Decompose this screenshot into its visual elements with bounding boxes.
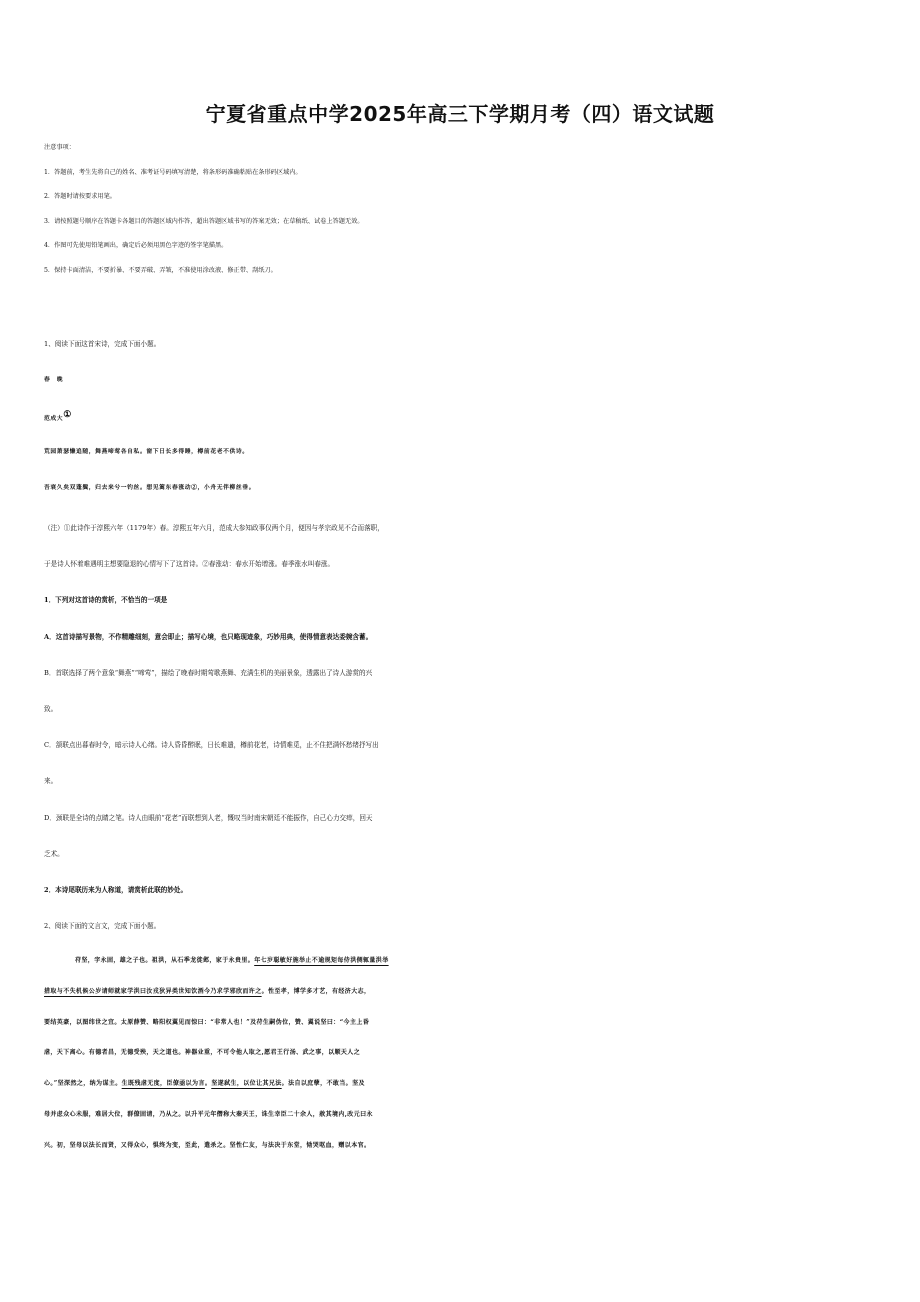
passage-line: 兴。初，坚母以法长而贤，又得众心，惧终为变，至此，遣杀之。坚性仁友，与法决于东堂，恸哭呕血，赠以本官。 bbox=[44, 1141, 371, 1149]
passage-text: 。法自以庶孽，不敢当。坚及 bbox=[281, 1080, 365, 1088]
underlined-sentence: 坚遂弑生，以位让其兄法 bbox=[211, 1080, 282, 1088]
poem-author-name: 范成大 bbox=[44, 415, 64, 422]
poem-author bbox=[44, 410, 880, 422]
option-a-text: A．这首诗描写景物，不作精雕细刻，意会即止；描写心境，也只略现迹象，巧妙用典，使得情意表达委婉含蓄。 bbox=[44, 632, 373, 641]
passage-text: 。性至孝，博学多才艺，有经济大志， bbox=[261, 987, 371, 995]
poem-note-line: 于是诗人怀着难遇明主想要隐退的心情写下了这首诗。②春涨动：春水开始增涨。春季涨水叫春涨。 bbox=[44, 560, 335, 569]
notice-item: 4．作图可先使用铅笔画出，确定后必须用黑色字迹的签字笔描黑。 bbox=[44, 242, 228, 250]
question-1-intro: 1、阅读下面这首宋诗，完成下面小题。 bbox=[44, 340, 161, 348]
poem-line-2: 吾衰久矣双蓬鬓，归去来兮一钓丝。想见篱东春涨动②，小舟无伴柳丝垂。 bbox=[44, 485, 256, 491]
underlined-sentence: 生既残虐无度，臣僚亟以为言 bbox=[121, 1080, 205, 1088]
poem-title: 春 晚 bbox=[44, 377, 64, 383]
poem-line-1: 荒园萧瑟懒追随，舞燕啼莺各自私。窗下日长多得睡，樽前花老不供诗。 bbox=[44, 449, 249, 455]
passage-line bbox=[44, 1069, 880, 1100]
notice-section bbox=[44, 136, 884, 284]
question-2-intro: 2、阅读下面的文言文，完成下面小题。 bbox=[44, 922, 161, 931]
subquestion-1: 1．下列对这首诗的赏析，不恰当的一项是 bbox=[44, 596, 168, 605]
underlined-sentence: 年七岁聪敏好施举止不逾规矩每侍洪侧辄量洪举 bbox=[254, 957, 389, 964]
notice-item: 3．请按照题号顺序在答题卡各题目的答题区域内作答，超出答题区域书写的答案无效；在草稿纸、试卷上答题无效。 bbox=[44, 217, 364, 225]
option-a bbox=[44, 619, 876, 655]
passage-line: 虐，天下离心。有德者昌，无德受殃，天之道也。神器业重，不可令他人取之,愿君王行汤、武之事，以顺天人之 bbox=[44, 1049, 361, 1057]
option-d-line-2: 乏术。 bbox=[44, 849, 64, 858]
passage-text: 。 bbox=[204, 1080, 212, 1088]
notice-item: 2．答题时请按要求用笔。 bbox=[44, 193, 116, 201]
option-b-line-1: B．首联选择了两个意象“舞燕”“啼莺”，描绘了晚春时期莺歌燕舞、充满生机的美丽景象，透露出了诗人游赏的兴 bbox=[44, 668, 373, 677]
passage-line: 要结英豪，以图纬世之宜。太原薛赞、略阳权翼见而惊曰：“非常人也！”及苻生嗣伪位，赞、翼说坚曰：“今主上昏 bbox=[44, 1018, 370, 1026]
option-b-line-2: 致。 bbox=[44, 705, 58, 714]
option-c-line-2: 来。 bbox=[44, 777, 58, 786]
passage-line bbox=[44, 946, 880, 977]
passage-text: 苻坚，字永固，雄之子也。祖洪，从石季龙徙邺，家于永贵里。 bbox=[75, 957, 255, 964]
notice-item: 1．答题前，考生先将自己的姓名、准考证号码填写清楚，将条形码准确粘贴在条形码区域内。 bbox=[44, 168, 302, 176]
passage-line: 母并虑众心未服，难居大位，群僚固请，乃从之。以升平元年僭称大秦天王，诛生幸臣二十余人，赦其境内,改元曰永 bbox=[44, 1110, 373, 1118]
option-d-line-1: D．颈联是全诗的点睛之笔。诗人由眼前“花老”而联想到人老，慨叹当时南宋朝廷不能振作，自己心力交瘁，回天 bbox=[44, 813, 373, 822]
subquestion-2: 2．本诗尾联历来为人称道，请赏析此联的妙处。 bbox=[44, 886, 188, 895]
poem-note-line: （注）①此诗作于淳熙六年（1179年）春。淳熙五年六月，范成大参知政事仅两个月，便因与孝宗政见不合而落职， bbox=[44, 524, 384, 532]
underlined-sentence: 措取与不失机候公岁请师就家学洪曰汝戎狄异类世知饮酒今乃求学邪欣而许之 bbox=[44, 987, 262, 995]
passage-text: 心。”坚深然之，纳为谋主。 bbox=[44, 1080, 122, 1088]
page-title: 宁夏省重点中学2025年高三下学期月考（四）语文试题 bbox=[205, 102, 715, 126]
notice-item: 5．保持卡面清洁，不要折暴、不要弄破、弄皱，不准使用涂改液、修正带、刮纸刀。 bbox=[44, 266, 277, 274]
passage-line bbox=[44, 977, 880, 1008]
footnote-marker: ① bbox=[63, 410, 72, 420]
question-1-body bbox=[44, 510, 876, 944]
classical-passage bbox=[44, 946, 880, 1162]
option-c-line-1: C．颔联点出暮春时令，暗示诗人心绪。诗人昏昏醉眠，日长难遣，樽前花老，诗情难觅，止不住把满怀愁绪抒写出 bbox=[44, 741, 379, 750]
notice-heading: 注意事项： bbox=[44, 144, 75, 151]
